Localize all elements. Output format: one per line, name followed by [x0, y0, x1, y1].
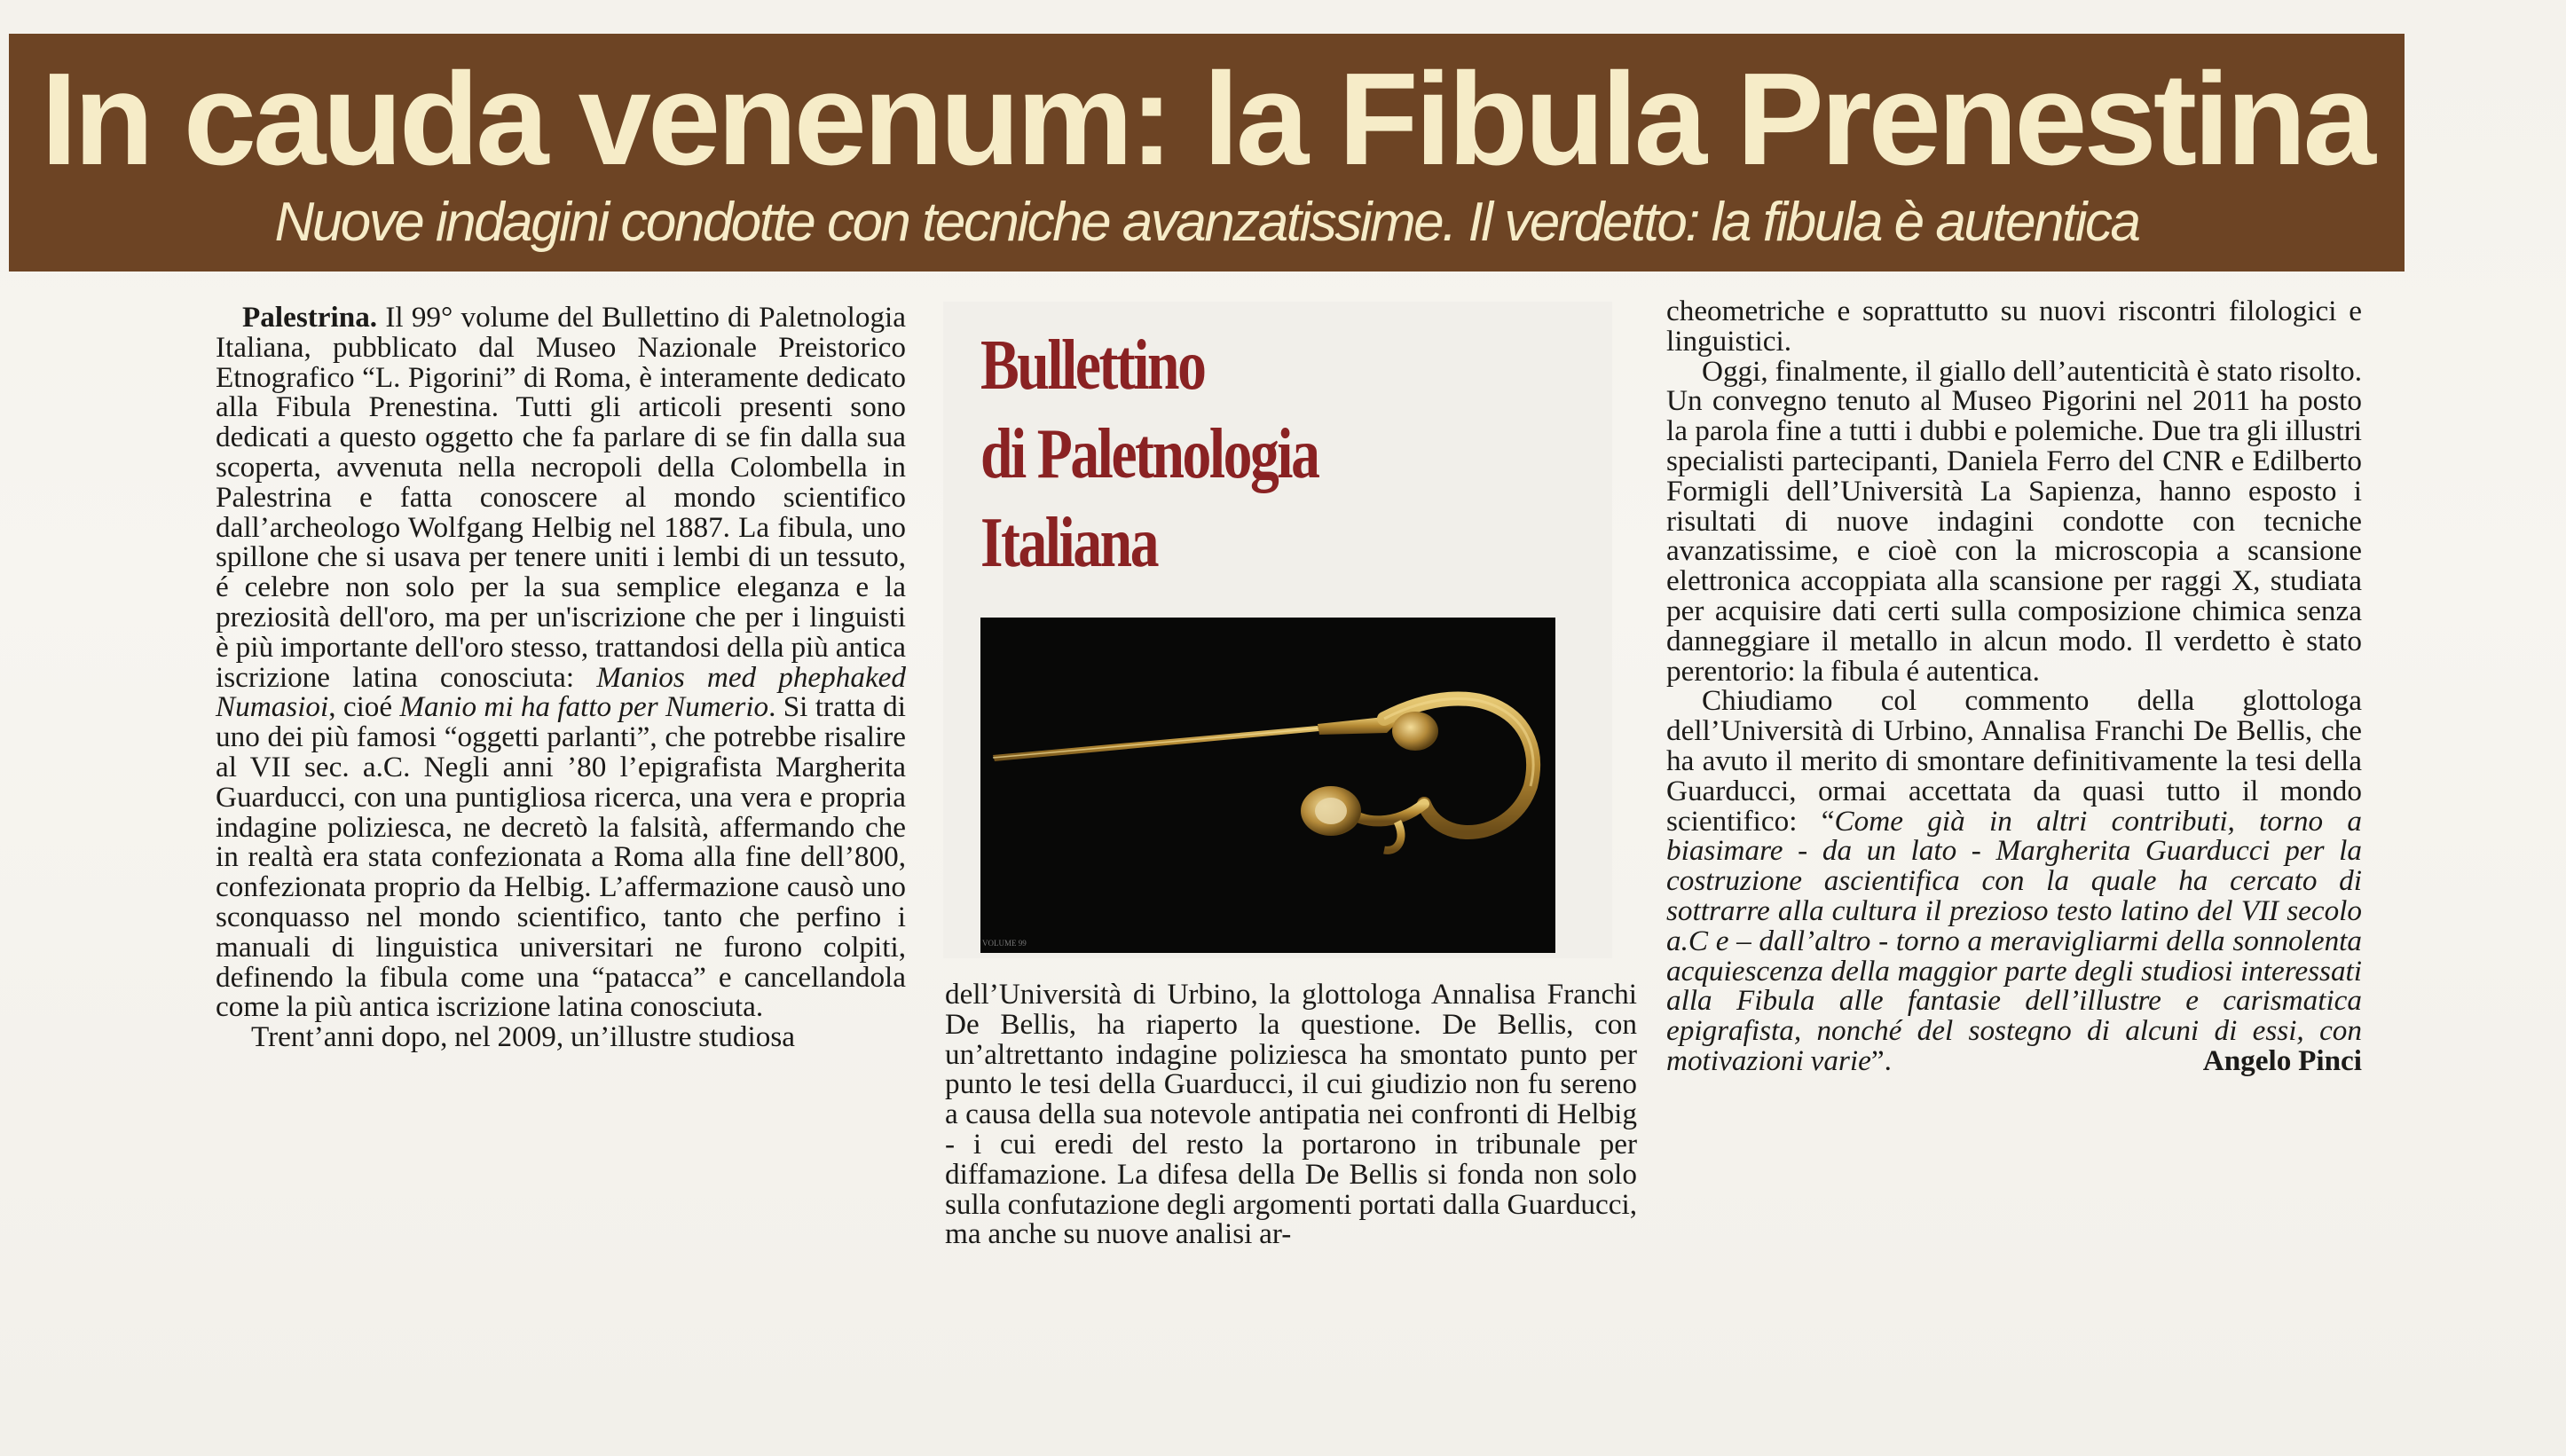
cover-caption: VOLUME 99 — [982, 939, 1027, 948]
paragraph-4: cheometriche e soprattutto su nuovi riscontri filologici e linguistici. — [1666, 295, 2362, 358]
dateline: Palestrina. — [242, 301, 378, 334]
headline-banner — [9, 34, 2405, 272]
fibula-photo — [980, 618, 1555, 953]
headline: In cauda venenum: la Fibula Prenestina — [41, 46, 2373, 193]
fibula-illustration — [980, 618, 1555, 953]
paragraph-2: Trent’anni dopo, nel 2009, un’illustre studiosa — [251, 1020, 795, 1054]
translation-text: Manio mi ha fatto per Numerio — [399, 690, 769, 724]
subheadline: Nuove indagini condotte con tecniche avanzatissime. Il verdetto: la fibula è autentica — [274, 192, 2139, 253]
paragraph-6 — [1666, 686, 2362, 1075]
author-signature: Angelo Pinci — [2202, 1043, 2362, 1077]
quote-end: ”. — [1870, 1043, 1892, 1077]
journal-title-line-3: Italiana — [980, 504, 1158, 582]
paragraph-3: dell’Università di Urbino, la glottologa Annalisa Franchi De Bellis, ha riaperto la questione. De Bellis, con un’altrettanto indagine poliziesca ha smontato punto per punto le tesi della Guarducci, il cui giudizio non fu sereno a causa della sua notevole antipatia nei confronti di Helbig - i cui eredi del resto la portarono in tribunale per diffamazione. La difesa della De Bellis si fonda non solo sulla confutazione degli argomenti portati dalla Guarducci, ma anche su nuove analisi ar- — [945, 978, 1637, 1251]
journal-title-line-1: Bullettino — [980, 327, 1205, 405]
journal-cover — [943, 302, 1612, 958]
paragraph-5: Oggi, finalmente, il giallo dell’autenticità è stato risolto. Un convegno tenuto al Museo Pigorini nel 2011 ha posto la parola fine a tutti i dubbi e polemiche. Due tra gli illustri specialisti partecipanti, Daniela Ferro del CNR e Edilberto Formigli dell’Università La Sapienza, hanno esposto i risultati di nuove indagini condotte con tecniche avanzatissime, e cioè con la microscopia a scansione elettronica accoppiata alla scansione per raggi X, studiata per acquisire dati certi sulla composizione chimica senza danneggiare il metallo in alcun modo. Il verdetto è stato perentorio: la fibula é autentica. — [1666, 354, 2362, 688]
paragraph-1-text-c: . Si tratta di uno dei più famosi “oggetti parlanti”, che potrebbe risalire al VII sec. a.C. Negli anni ’80 l’epigrafista Margherita Guarducci, con una puntigliosa ricerca, una vera e propria indagine poliziesca, ne decretò la falsità, affermando che in realtà era stata confezionata a Roma alla fine dell’800, confezionata proprio da Helbig. L’affermazione causò uno sconquasso nel mondo scientifico, tanto che perfino i manuali di linguistica universitari ne furono colpiti, definendo la fibula come una “patacca” e cancellandola come la più antica iscrizione latina conosciuta. — [216, 690, 906, 1024]
paragraph-1-text: Il 99° volume del Bullettino di Paletnologia Italiana, pubblicato dal Museo Nazionale Preistorico Etnografico “L. Pigorini” di Roma, è interamente dedicato alla Fibula Prenestina. Tutti gli articoli presenti sono dedicati a questo oggetto che fa parlare di se fin dalla sua scoperta, avvenuta nella necropoli della Colombella in Palestrina e fatta conoscere al mondo scientifico dall’archeologo Wolfgang Helbig nel 1887. La fibula, uno spillone che si usava per tenere uniti i lembi di un tessuto, é celebre non solo per la sua semplice eleganza e la preziosità dell'oro, ma per un'iscrizione che per i linguisti è più importante dell'oro stesso, trattandosi della più antica iscrizione latina conosciuta: — [216, 301, 906, 694]
article-column-3 — [1666, 296, 2362, 1076]
journal-title — [980, 321, 1318, 587]
paragraph-1 — [216, 303, 906, 1022]
quote-text: Come già in altri contributi, torno a biasimare - da un lato - Margherita Guarducci per la costruzione ascientifica con la quale ha cercato di sottrarre alla cultura il prezioso testo latino del VII secolo a.C e – dall’altro - torno a meravigliarmi della sonnolenta acquiescenza della maggior parte degli studiosi interessati alla Fibula alle fantasie dell’illustre e carismatica epigrafista, nonché del sostegno di alcuni di essi, con motivazioni varie — [1666, 804, 2363, 1077]
paragraph-6-text: Chiudiamo col commento della glottologa dell’Università di Urbino, Annalisa Franchi De Bellis, che ha avuto il merito di smontare definitivamente la tesi della Guarducci, ormai accettata da quasi tutto il mondo scientifico: “ — [1666, 684, 2362, 838]
paragraph-1-text-b: , cioé — [328, 690, 400, 724]
article-column-2 — [945, 980, 1637, 1249]
article-column-1 — [216, 303, 906, 1052]
inscription-text: Manios med phephaked Numasioi — [216, 660, 907, 724]
journal-title-line-2: di Paletnologia — [980, 415, 1318, 493]
